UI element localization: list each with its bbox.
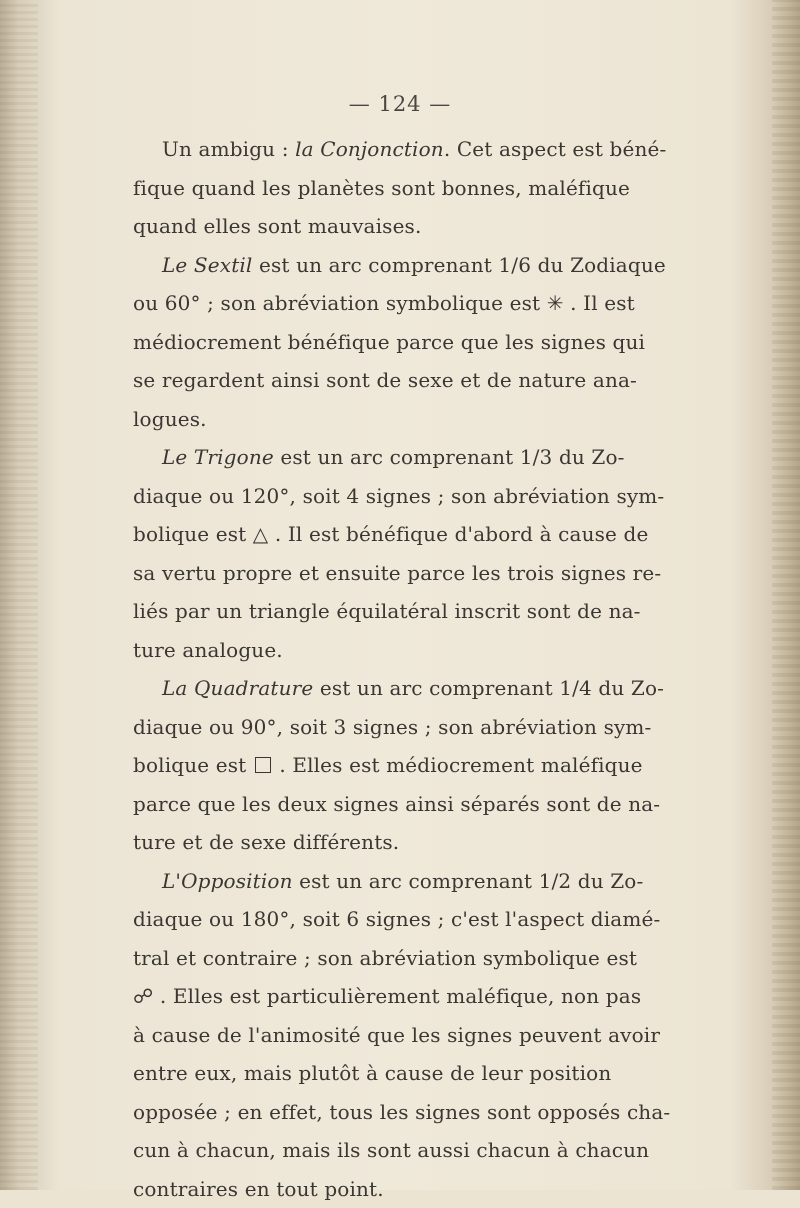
- body-text: [133, 130, 743, 1208]
- page-edge-shadow: [772, 0, 800, 1190]
- text-line: ou 60° ; son abréviation symbolique est ✳ . Il est: [133, 284, 743, 323]
- page-gutter-shadow: [0, 0, 38, 1190]
- text-run: est un arc comprenant 1/2 du Zo-: [293, 869, 644, 893]
- text-run: est un arc comprenant 1/6 du Zodiaque: [252, 253, 665, 277]
- text-line: ☍ . Elles est particulièrement maléfique, non pas: [133, 977, 743, 1016]
- text-line: parce que les deux signes ainsi séparés sont de na-: [133, 785, 743, 824]
- text-line: se regardent ainsi sont de sexe et de nature ana-: [133, 361, 743, 400]
- text-line: logues.: [133, 400, 743, 439]
- text-line: tral et contraire ; son abréviation symbolique est: [133, 939, 743, 978]
- text-line: sa vertu propre et ensuite parce les trois signes re-: [133, 554, 743, 593]
- text-line: médiocrement bénéfique parce que les signes qui: [133, 323, 743, 362]
- text-line: [133, 669, 743, 708]
- square-symbol-icon: [255, 757, 271, 773]
- text-line: liés par un triangle équilatéral inscrit sont de na-: [133, 592, 743, 631]
- text-line: [133, 130, 743, 169]
- text-line: diaque ou 120°, soit 4 signes ; son abréviation sym-: [133, 477, 743, 516]
- term-sextil: Le Sextil: [162, 253, 252, 277]
- text-line: diaque ou 180°, soit 6 signes ; c'est l'aspect diamé-: [133, 900, 743, 939]
- text-line: contraires en tout point.: [133, 1170, 743, 1208]
- text-line: [133, 246, 743, 285]
- text-line: quand elles sont mauvaises.: [133, 207, 743, 246]
- text-run: est un arc comprenant 1/4 du Zo-: [313, 676, 664, 700]
- text-run: Un ambigu :: [162, 137, 295, 161]
- text-line: ture et de sexe différents.: [133, 823, 743, 862]
- text-line: opposée ; en effet, tous les signes sont opposés cha-: [133, 1093, 743, 1132]
- page-number: — 124 —: [0, 92, 800, 116]
- term-conjonction: la Conjonction: [295, 137, 444, 161]
- text-line: ture analogue.: [133, 631, 743, 670]
- text-line: cun à chacun, mais ils sont aussi chacun à chacun: [133, 1131, 743, 1170]
- text-line: [133, 746, 743, 785]
- text-line: à cause de l'animosité que les signes peuvent avoir: [133, 1016, 743, 1055]
- text-line: bolique est △ . Il est bénéfique d'abord à cause de: [133, 515, 743, 554]
- term-opposition: L'Opposition: [162, 869, 293, 893]
- text-run: . Elles est médiocrement maléfique: [273, 753, 643, 777]
- term-trigone: Le Trigone: [162, 445, 274, 469]
- text-line: [133, 438, 743, 477]
- text-run: est un arc comprenant 1/3 du Zo-: [274, 445, 625, 469]
- text-run: bolique est: [133, 753, 253, 777]
- term-quadrature: La Quadrature: [162, 676, 313, 700]
- text-line: diaque ou 90°, soit 3 signes ; son abréviation sym-: [133, 708, 743, 747]
- text-line: [133, 862, 743, 901]
- text-line: entre eux, mais plutôt à cause de leur position: [133, 1054, 743, 1093]
- text-run: . Cet aspect est béné-: [444, 137, 667, 161]
- text-line: fique quand les planètes sont bonnes, maléfique: [133, 169, 743, 208]
